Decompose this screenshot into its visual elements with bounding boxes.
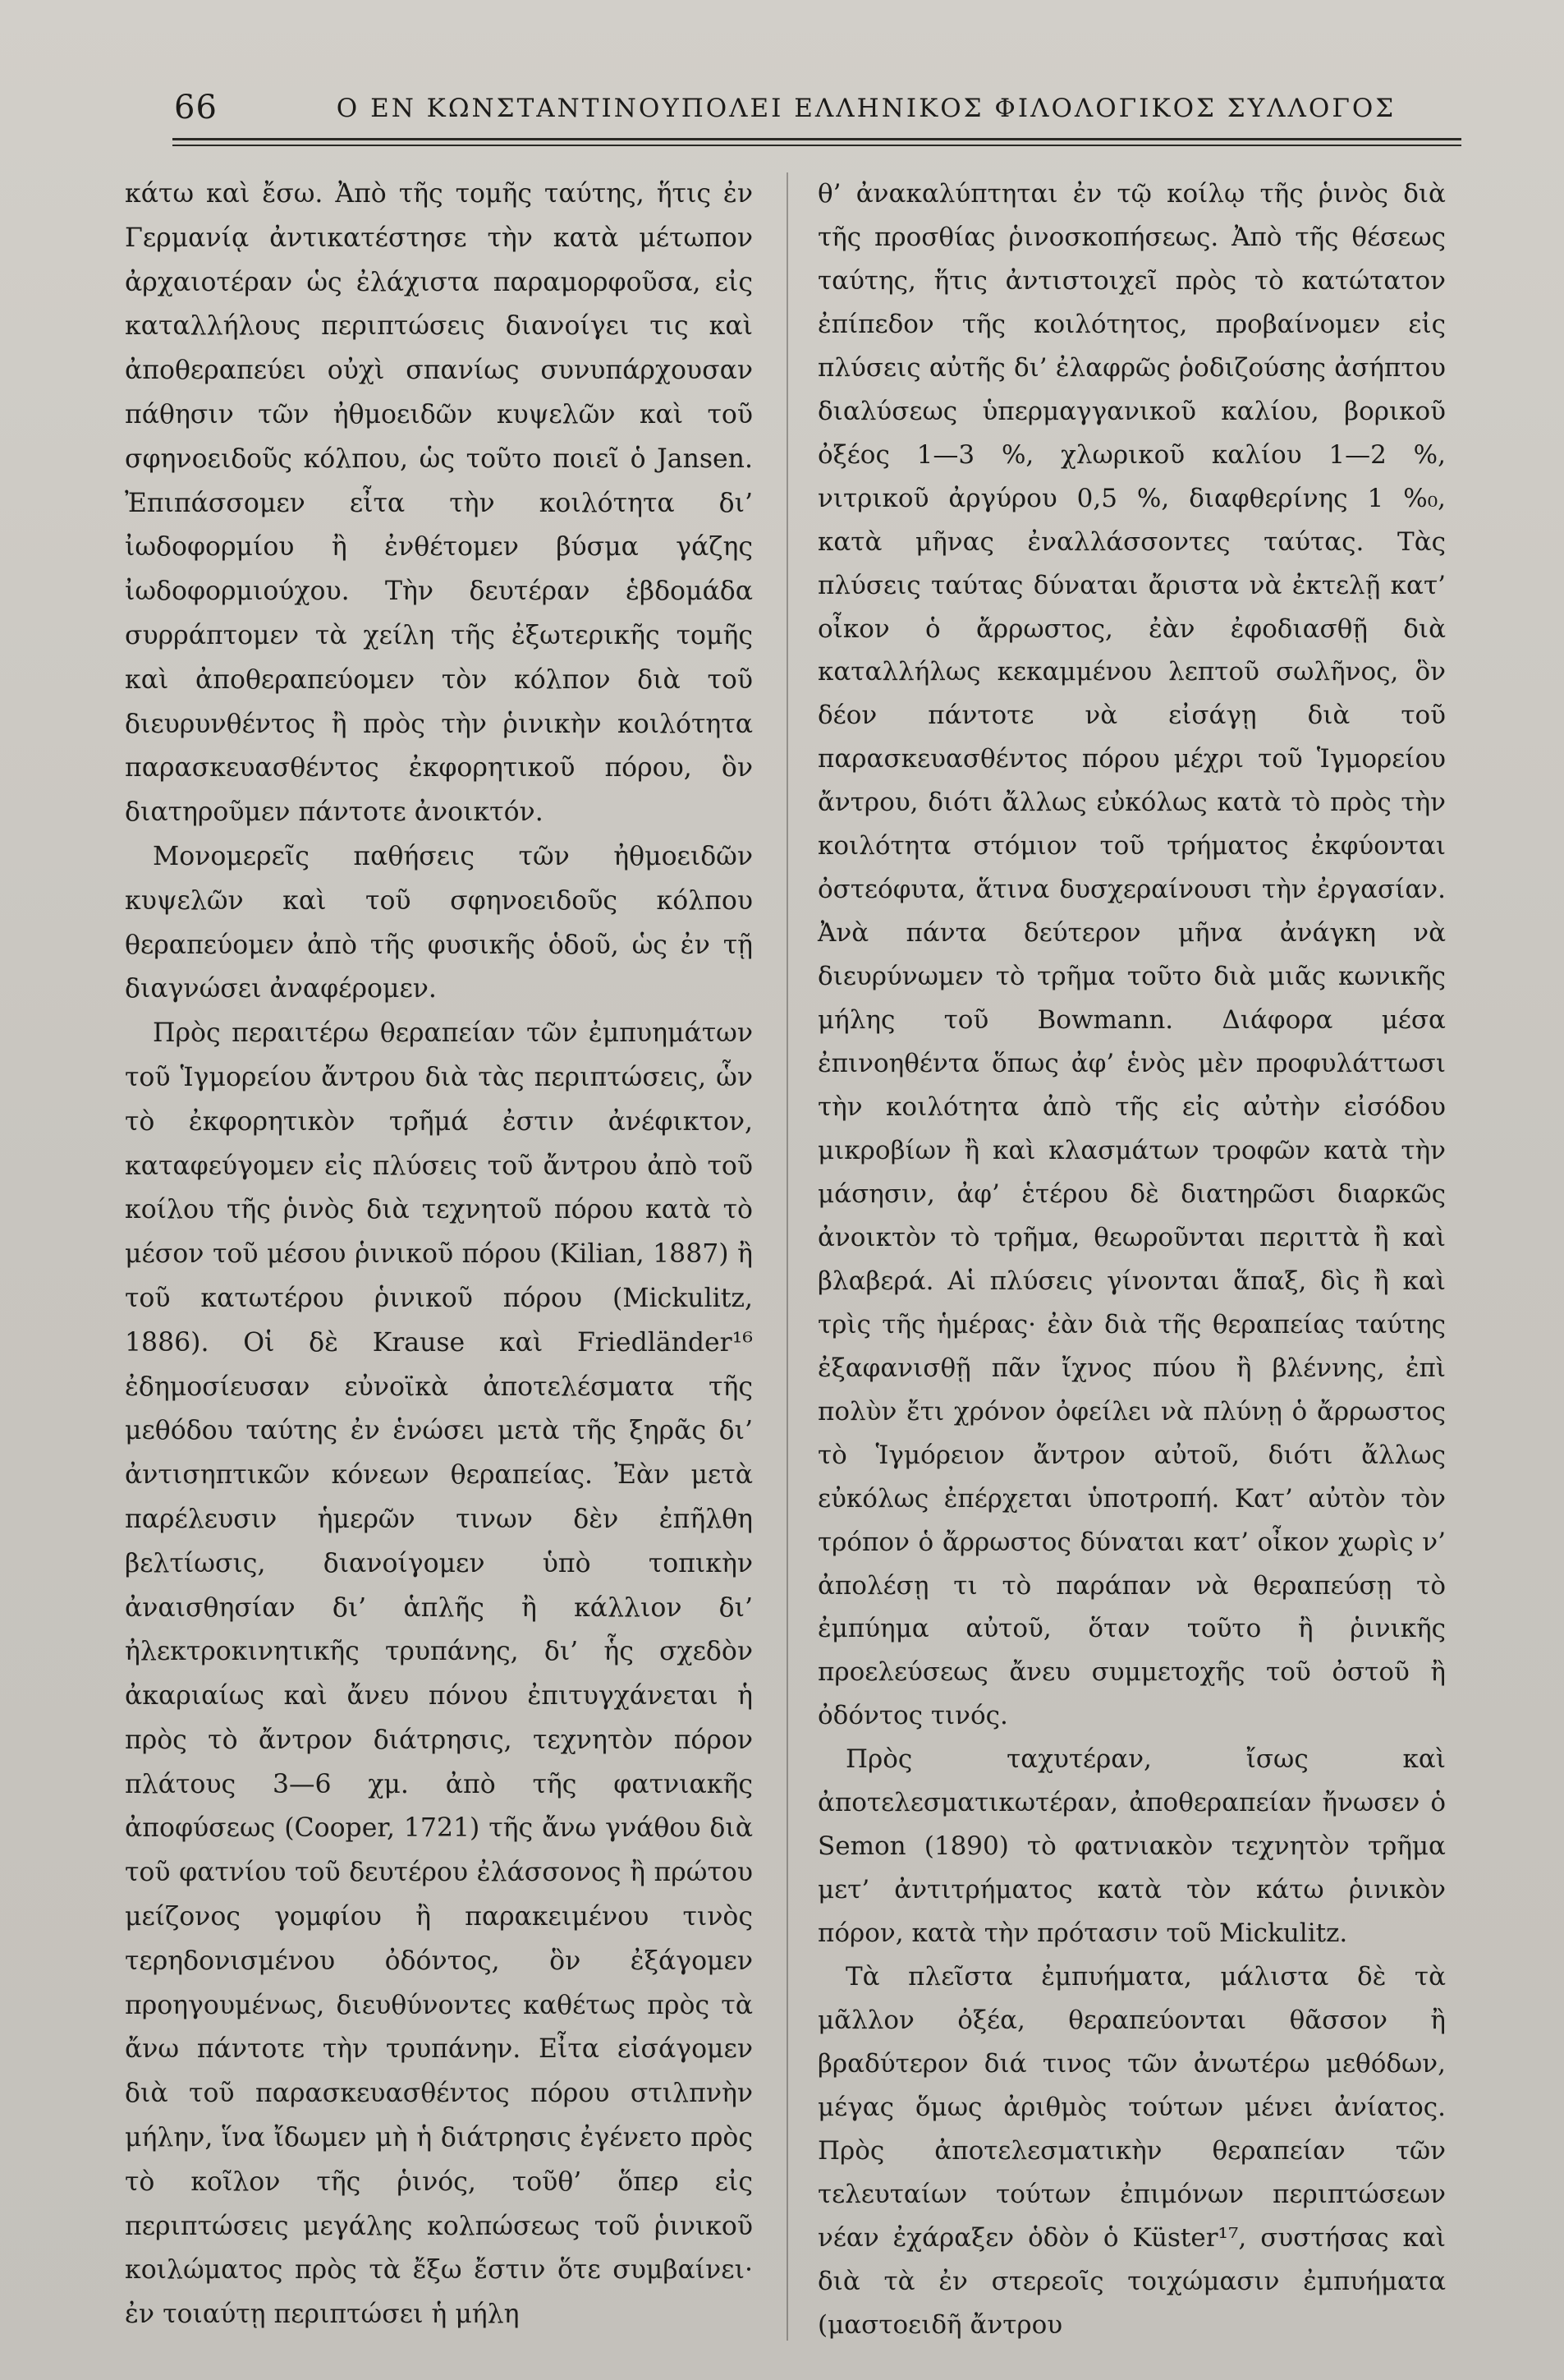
left-column xyxy=(125,172,753,2337)
paragraph: Πρὸς περαιτέρω θεραπείαν τῶν ἐμπυημάτων τοῦ Ἱγμορείου ἄντρου διὰ τὰς περιπτώσεις, ὧν τὸ ἐκφορητικὸν τρῆμά ἐστιν ἀνέφικτον, καταφεύγομεν εἰς πλύσεις τοῦ ἄντρου ἀπὸ τοῦ κοίλου τῆς ῥινὸς διὰ τεχνητοῦ πόρου κατὰ τὸ μέσον τοῦ μέσου ῥινικοῦ πόρου (Kilian, 1887) ἢ τοῦ κατωτέρου ῥινικοῦ πόρου (Mickulitz, 1886). Οἱ δὲ Krause καὶ Friedländer¹⁶ ἐδημοσίευσαν εὐνοϊκὰ ἀποτελέσματα τῆς μεθόδου ταύτης ἐν ἑνώσει μετὰ τῆς ξηρᾶς δι’ ἀντισηπτικῶν κόνεων θεραπείας. Ἐὰν μετὰ παρέλευσιν ἡμερῶν τινων δὲν ἐπῆλθη βελτίωσις, διανοίγομεν ὑπὸ τοπικὴν ἀναισθησίαν δι’ ἁπλῆς ἢ κάλλιον δι’ ἠλεκτροκινητικῆς τρυπάνης, δι’ ἧς σχεδὸν ἀκαριαίως καὶ ἄνευ πόνου ἐπιτυγχάνεται ἡ πρὸς τὸ ἄντρον διάτρησις, τεχνητὸν πόρον πλάτους 3—6 χμ. ἀπὸ τῆς φατνιακῆς ἀποφύσεως (Cooper, 1721) τῆς ἄνω γνάθου διὰ τοῦ φατνίου τοῦ δευτέρου ἐλάσσονος ἢ πρώτου μείζονος γομφίου ἢ παρακειμένου τινὸς τερηδονισμένου ὀδόντος, ὃν ἐξάγομεν προηγουμένως, διευθύνοντες καθέτως πρὸς τὰ ἄνω πάντοτε τὴν τρυπάνην. Εἶτα εἰσάγομεν διὰ τοῦ παρασκευασθέντος πόρου στιλπνὴν μήλην, ἵνα ἴδωμεν μὴ ἡ διάτρησις ἐγένετο πρὸς τὸ κοῖλον τῆς ῥινός, τοῦθ’ ὅπερ εἰς περιπτώσεις μεγάλης κολπώσεως τοῦ ῥινικοῦ κοιλώματος πρὸς τὰ ἔξω ἔστιν ὅτε συμβαίνει· ἐν τοιαύτῃ περιπτώσει ἡ μήλη xyxy=(125,1018,753,2330)
running-head: Ο ΕΝ ΚΩΝΣΤΑΝΤΙΝΟΥΠΟΛΕΙ ΕΛΛΗΝΙΚΟΣ ΦΙΛΟΛΟΓΙΚΟΣ ΣΥΛΛΟΓΟΣ xyxy=(336,94,1397,123)
page-number: 66 xyxy=(174,89,218,126)
right-column xyxy=(818,172,1446,2347)
header-rule-thin xyxy=(172,145,1461,146)
paragraph: κάτω καὶ ἔσω. Ἀπὸ τῆς τομῆς ταύτης, ἥτις ἐν Γερμανίᾳ ἀντικατέστησε τὴν κατὰ μέτωπον ἀρχαιοτέραν ὡς ἐλάχιστα παραμορφοῦσα, εἰς καταλλήλους περιπτώσεις διανοίγει τις καὶ ἀποθεραπεύει οὐχὶ σπανίως συνυπάρχουσαν πάθησιν τῶν ἠθμοειδῶν κυψελῶν καὶ τοῦ σφηνοειδοῦς κόλπου, ὡς τοῦτο ποιεῖ ὁ Jansen. Ἐπιπάσσομεν εἶτα τὴν κοιλότητα δι’ ἰωδοφορμίου ἢ ἐνθέτομεν βύσμα γάζης ἰωδοφορμιούχου. Τὴν δευτέραν ἑβδομάδα συρράπτομεν τὰ χείλη τῆς ἐξωτερικῆς τομῆς καὶ ἀποθεραπεύομεν τὸν κόλπον διὰ τοῦ διευρυνθέντος ἢ πρὸς τὴν ῥινικὴν κοιλότητα παρασκευασθέντος ἐκφορητικοῦ πόρου, ὃν διατηροῦμεν πάντοτε ἀνοικτόν. xyxy=(125,179,753,828)
page-header xyxy=(115,89,1461,135)
paragraph: θ’ ἀνακαλύπτηται ἐν τῷ κοίλῳ τῆς ῥινὸς διὰ τῆς προσθίας ῥινοσκοπήσεως. Ἀπὸ τῆς θέσεως ταύτης, ἥτις ἀντιστοιχεῖ πρὸς τὸ κατώτατον ἐπίπεδον τῆς κοιλότητος, προβαίνομεν εἰς πλύσεις αὐτῆς δι’ ἐλαφρῶς ῥοδιζούσης ἀσήπτου διαλύσεως ὑπερμαγγανικοῦ καλίου, βορικοῦ ὀξέος 1—3 %, χλωρικοῦ καλίου 1—2 %, νιτρικοῦ ἀργύρου 0,5 %, διαφθερίνης 1 %₀, κατὰ μῆνας ἐναλλάσσοντες ταύτας. Τὰς πλύσεις ταύτας δύναται ἄριστα νὰ ἐκτελῇ κατ’ οἶκον ὁ ἄρρωστος, ἐὰν ἐφοδιασθῇ διὰ καταλλήλως κεκαμμένου λεπτοῦ σωλῆνος, ὃν δέον πάντοτε νὰ εἰσάγῃ διὰ τοῦ παρασκευασθέντος πόρου μέχρι τοῦ Ἱγμορείου ἄντρου, διότι ἄλλως εὐκόλως κατὰ τὸ πρὸς τὴν κοιλότητα στόμιον τοῦ τρήματος ἐκφύονται ὀστεόφυτα, ἅτινα δυσχεραίνουσι τὴν ἐργασίαν. Ἀνὰ πάντα δεύτερον μῆνα ἀνάγκη νὰ διευρύνωμεν τὸ τρῆμα τοῦτο διὰ μιᾶς κωνικῆς μήλης τοῦ Bowmann. Διάφορα μέσα ἐπινοηθέντα ὅπως ἀφ’ ἑνὸς μὲν προφυλάττωσι τὴν κοιλότητα ἀπὸ τῆς εἰς αὐτὴν εἰσόδου μικροβίων ἢ καὶ κλασμάτων τροφῶν κατὰ τὴν μάσησιν, ἀφ’ ἑτέρου δὲ διατηρῶσι διαρκῶς ἀνοικτὸν τὸ τρῆμα, θεωροῦνται περιττὰ ἢ καὶ βλαβερά. Αἱ πλύσεις γίνονται ἅπαξ, δὶς ἢ καὶ τρὶς τῆς ἡμέρας· ἐὰν διὰ τῆς θεραπείας ταύτης ἐξαφανισθῇ πᾶν ἴχνος πύου ἢ βλέννης, ἐπὶ πολὺν ἔτι χρόνον ὀφείλει νὰ πλύνῃ ὁ ἄρρωστος τὸ Ἱγμόρειον ἄντρον αὐτοῦ, διότι ἄλλως εὐκόλως ἐπέρχεται ὑποτροπή. Κατ’ αὐτὸν τὸν τρόπον ὁ ἄρρωστος δύναται κατ’ οἶκον χωρὶς ν’ ἀπολέσῃ τι τὸ παράπαν νὰ θεραπεύσῃ τὸ ἐμπύημα αὐτοῦ, ὅταν τοῦτο ἢ ῥινικῆς προελεύσεως ἄνευ συμμετοχῆς τοῦ ὀστοῦ ἢ ὀδόντος τινός. xyxy=(818,179,1446,1731)
paragraph: Πρὸς ταχυτέραν, ἴσως καὶ ἀποτελεσματικωτέραν, ἀποθεραπείαν ἤνωσεν ὁ Semon (1890) τὸ φατνιακὸν τεχνητὸν τρῆμα μετ’ ἀντιτρήματος κατὰ τὸν κάτω ῥινικὸν πόρον, κατὰ τὴν πρότασιν τοῦ Mickulitz. xyxy=(818,1744,1446,1949)
paragraph: Μονομερεῖς παθήσεις τῶν ἠθμοειδῶν κυψελῶν καὶ τοῦ σφηνοειδοῦς κόλπου θεραπεύομεν ἀπὸ τῆς φυσικῆς ὁδοῦ, ὡς ἐν τῇ διαγνώσει ἀναφέρομεν. xyxy=(125,841,753,1004)
header-rule xyxy=(172,138,1461,140)
column-divider xyxy=(787,172,788,2341)
paragraph: Τὰ πλεῖστα ἐμπυήματα, μάλιστα δὲ τὰ μᾶλλον ὀξέα, θεραπεύονται θᾶσσον ἢ βραδύτερον διά τινος τῶν ἀνωτέρω μεθόδων, μέγας ὅμως ἀριθμὸς τούτων μένει ἀνίατος. Πρὸς ἀποτελεσματικὴν θεραπείαν τῶν τελευταίων τούτων ἐπιμόνων περιπτώσεων νέαν ἐχάραξεν ὁδὸν ὁ Küster¹⁷, συστήσας καὶ διὰ τὰ ἐν στερεοῖς τοιχώμασιν ἐμπυήματα (μαστοειδῆ ἄντρου xyxy=(818,1962,1446,2340)
